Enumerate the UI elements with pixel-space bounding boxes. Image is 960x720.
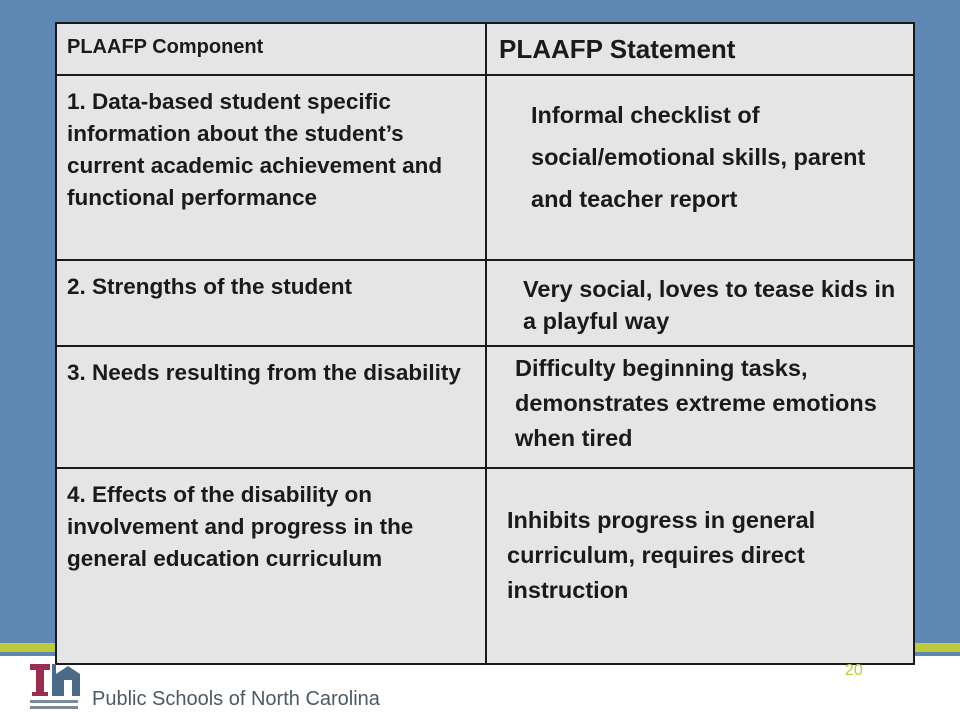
row-component: 1. Data-based student specific information about the student’s current academic achievement and functional performance — [56, 75, 486, 260]
row-statement: Inhibits progress in general curriculum, requires direct instruction — [486, 468, 914, 664]
schoolhouse-logo-icon — [28, 660, 80, 714]
table-header-row — [56, 23, 914, 75]
row-component: 2. Strengths of the student — [56, 260, 486, 346]
table-row — [56, 260, 914, 346]
page-number: 20 — [845, 662, 863, 679]
row-component: 3. Needs resulting from the disability — [56, 346, 486, 468]
org-name: Public Schools of North Carolina — [92, 688, 380, 710]
header-statement: PLAAFP Statement — [486, 23, 914, 75]
row-statement: Informal checklist of social/emotional skills, parent and teacher report — [486, 75, 914, 260]
table-row — [56, 468, 914, 664]
row-component: 4. Effects of the disability on involvement and progress in the general education curriculum — [56, 468, 486, 664]
row-statement: Very social, loves to tease kids in a playful way — [486, 260, 914, 346]
table-row — [56, 346, 914, 468]
row-statement: Difficulty beginning tasks, demonstrates extreme emotions when tired — [486, 346, 914, 468]
plaafp-table — [55, 22, 915, 665]
table-row — [56, 75, 914, 260]
header-component: PLAAFP Component — [56, 23, 486, 75]
